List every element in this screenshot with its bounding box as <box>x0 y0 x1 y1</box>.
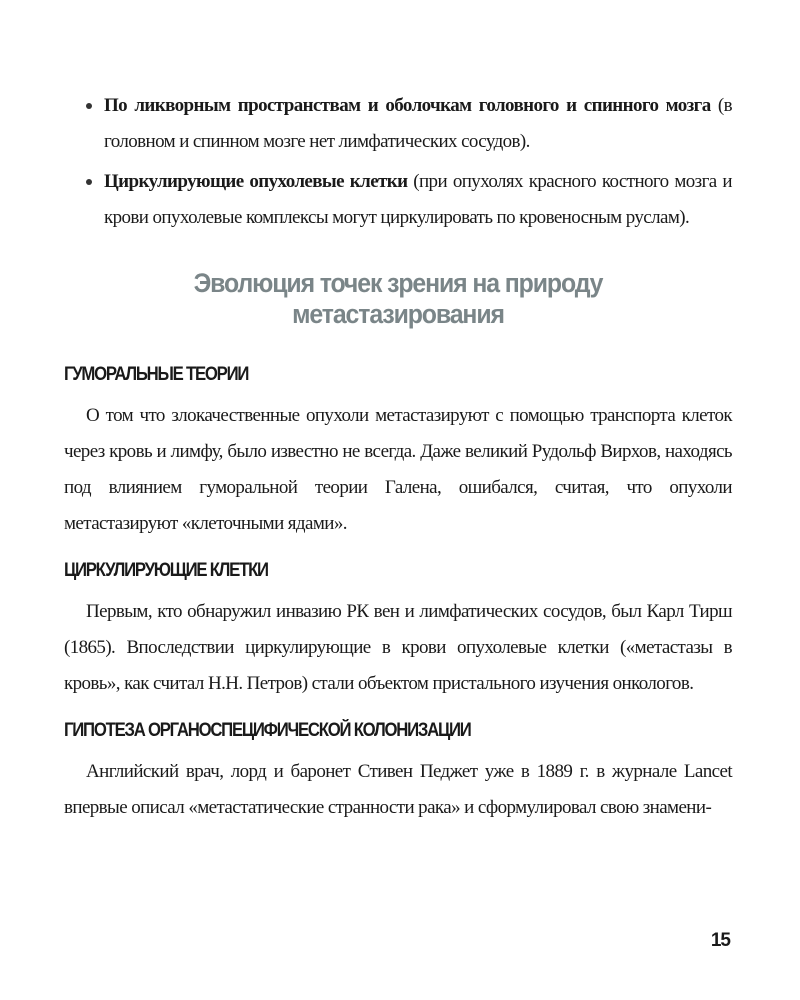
page-number: 15 <box>710 930 730 951</box>
subheading-circulating-cells: ЦИРКУЛИРУЮЩИЕ КЛЕТКИ <box>64 560 268 581</box>
section-title: Эволюция точек зрения на природу метастазирования <box>193 268 603 329</box>
subheading-organ-specific-colonization: ГИПОТЕЗА ОРГАНОСПЕЦИФИЧЕСКОЙ КОЛОНИЗАЦИИ <box>64 720 471 741</box>
bullet-list <box>64 88 732 236</box>
subheading-humoral-theories: ГУМОРАЛЬНЫЕ ТЕОРИИ <box>64 364 249 385</box>
paragraph-humoral-theories: О том что злокачественные опухоли метастазируют с помощью транспорта клеток через кровь и лимфу, было известно не всегда. Даже великий Рудольф Вирхов, находясь под влиянием гуморальной теории Галена, ошибался, считая, что опухоли метастазируют «клеточными ядами». <box>64 405 732 534</box>
bullet-text: (при опухолях красного костного мозга и крови опухолевые комплексы могут циркулировать по кровеносным руслам). <box>104 171 732 228</box>
document-page <box>64 88 732 844</box>
bullet-term: По ликворным пространствам и оболочкам головного и спинного мозга <box>104 95 711 116</box>
bullet-term: Циркулирующие опухолевые клетки <box>104 171 408 192</box>
bullet-dot-icon <box>86 103 92 109</box>
bullet-item <box>64 164 732 236</box>
paragraph-circulating-cells: Первым, кто обнаружил инвазию РК вен и лимфатических сосудов, был Карл Тирш (1865). Впоследствии циркулирующие в крови опухолевые клетки («метастазы в кровь», как считал Н.Н. Петров) стали объектом пристального изучения онкологов. <box>64 601 732 694</box>
bullet-dot-icon <box>86 179 92 185</box>
bullet-text: (в головном и спинном мозге нет лимфатических сосудов). <box>104 95 733 152</box>
paragraph-organ-specific-colonization: Английский врач, лорд и баронет Стивен Педжет уже в 1889 г. в журнале Lancet впервые описал «метастатические странности рака» и сформулировал свою знамени- <box>64 761 732 818</box>
bullet-item <box>64 88 732 160</box>
